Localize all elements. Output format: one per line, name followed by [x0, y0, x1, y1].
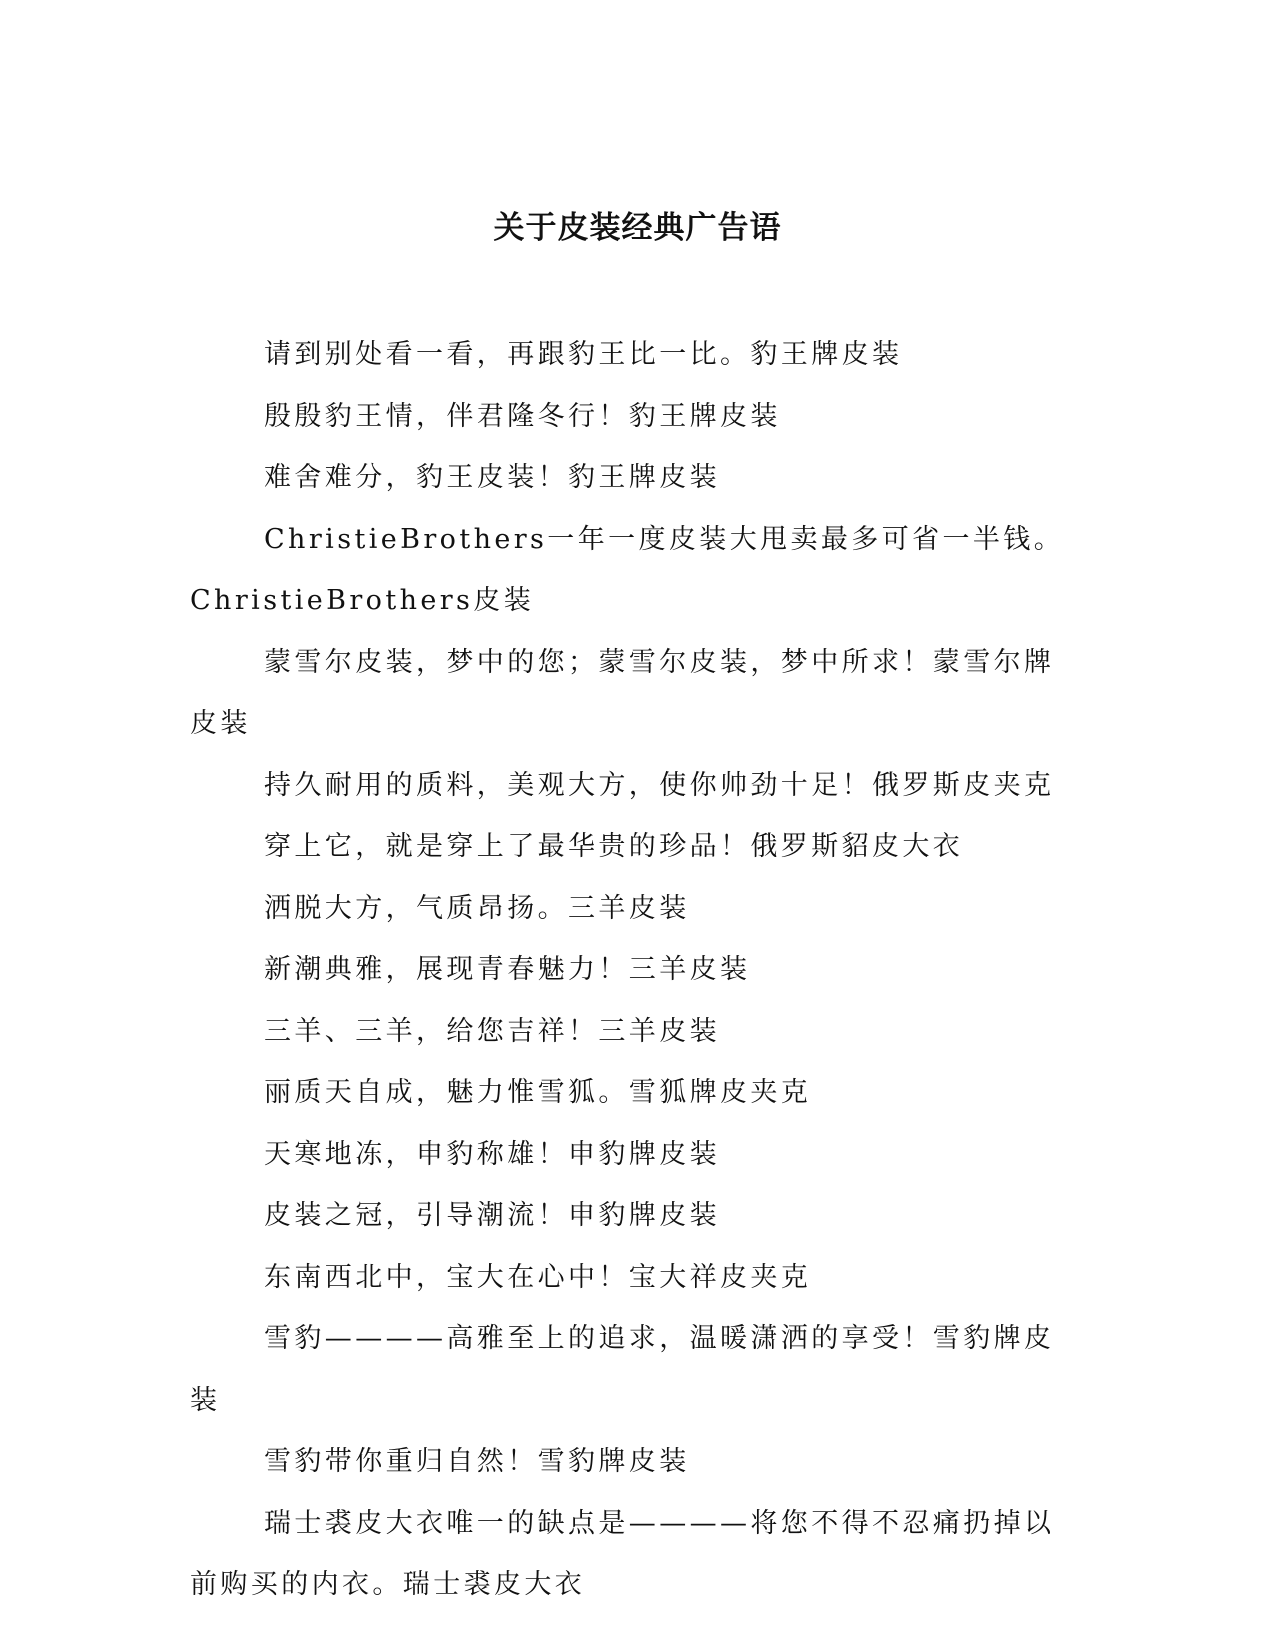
ad-slogan-paragraph: 穿上它，就是穿上了最华贵的珍品！俄罗斯貂皮大衣 — [264, 831, 964, 862]
document-title: 关于皮装经典广告语 — [493, 210, 782, 246]
ad-slogan-paragraph: 东南西北中，宝大在心中！宝大祥皮夹克 — [264, 1261, 812, 1293]
ad-slogan-paragraph: ChristieBrothers一年一度皮装大甩卖最多可省一半钱。ChristieBrothers皮装 — [190, 523, 1065, 616]
ad-slogan-paragraph: 三羊、三羊，给您吉祥！三羊皮装 — [264, 1015, 720, 1047]
ad-slogan-paragraph: 雪豹带你重归自然！雪豹牌皮装 — [264, 1446, 690, 1477]
ad-slogan-paragraph: 丽质天自成，魅力惟雪狐。雪狐牌皮夹克 — [264, 1077, 812, 1108]
ad-slogan-paragraph: 持久耐用的质料，美观大方，使你帅劲十足！俄罗斯皮夹克 — [264, 769, 1055, 801]
ad-slogan-paragraph: 殷殷豹王情，伴君隆冬行！豹王牌皮装 — [264, 400, 781, 432]
ad-slogan-paragraph: 洒脱大方，气质昂扬。三羊皮装 — [264, 892, 690, 924]
ad-slogan-paragraph: 新潮典雅，展现青春魅力！三羊皮装 — [264, 954, 751, 985]
ad-slogan-paragraph: 天寒地冻，申豹称雄！申豹牌皮装 — [264, 1138, 720, 1170]
ad-slogan-paragraph: 蒙雪尔皮装，梦中的您；蒙雪尔皮装，梦中所求！蒙雪尔牌皮装 — [190, 646, 1055, 739]
ad-slogan-paragraph: 请到别处看一看，再跟豹王比一比。豹王牌皮装 — [264, 339, 903, 370]
ad-slogan-paragraph: 瑞士裘皮大衣唯一的缺点是————将您不得不忍痛扔掉以前购买的内衣。瑞士裘皮大衣 — [190, 1507, 1055, 1600]
ad-slogan-paragraph: 难舍难分，豹王皮装！豹王牌皮装 — [264, 462, 720, 493]
document-body — [190, 324, 1070, 1616]
ad-slogan-paragraph: 雪豹————高雅至上的追求，温暖潇洒的享受！雪豹牌皮装 — [190, 1323, 1055, 1416]
ad-slogan-paragraph: 皮装之冠，引导潮流！申豹牌皮装 — [264, 1200, 720, 1231]
